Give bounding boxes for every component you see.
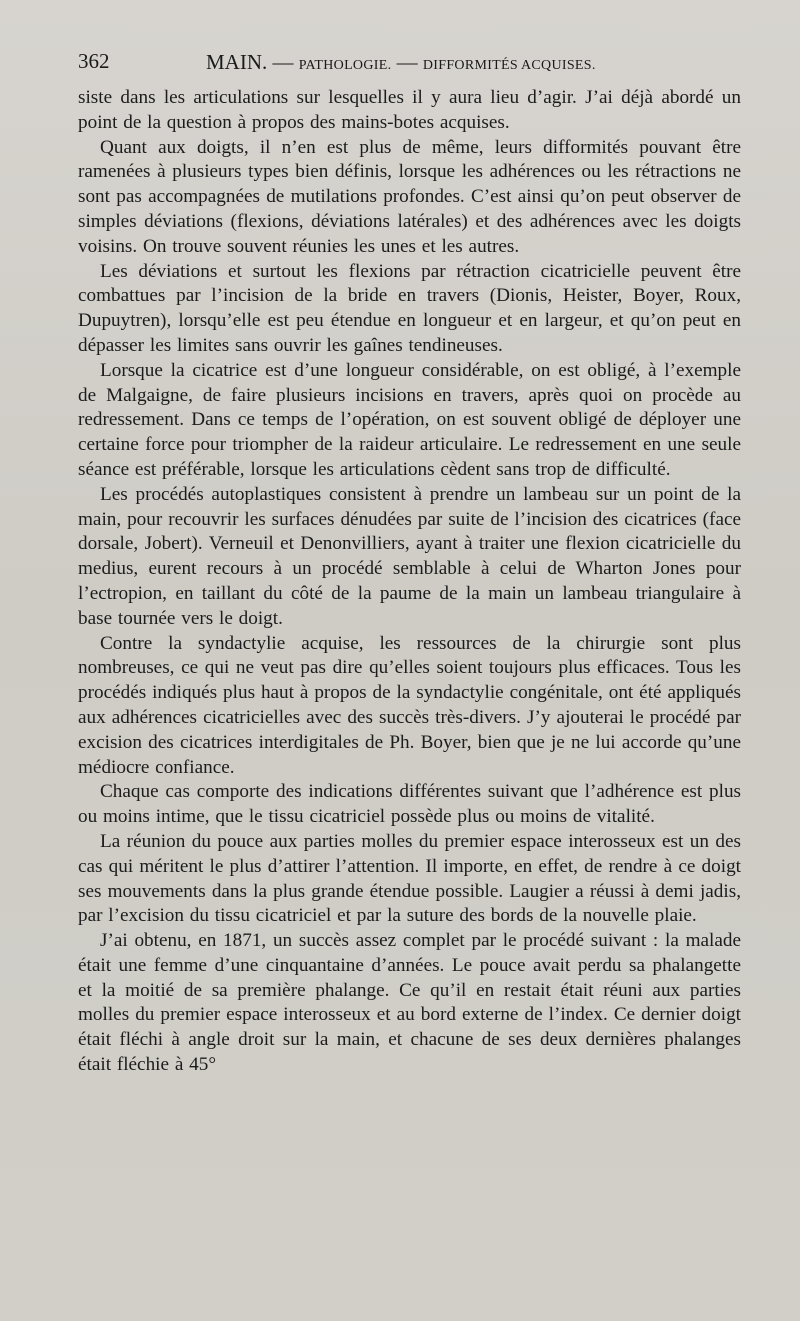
paragraph: Chaque cas comporte des indications différentes suivant que l’adhérence est plus ou moins intime, que le tissu cicatriciel possède plus ou moins de vitalité. [78, 781, 741, 828]
paragraph: J’ai obtenu, en 1871, un succès assez complet par le procédé suivant : la malade était une femme d’une cinquantaine d’années. Le pouce avait perdu sa phalangette et la moitié de sa première phalange. Ce qu’il en restait était réuni aux parties molles du premier espace interosseux et au bord externe de l’index. Ce dernier doigt était fléchi à angle droit sur la main, et chacune de ses deux dernières phalanges était fléchie à 45° [78, 930, 741, 1076]
paragraph: siste dans les articulations sur lesquelles il y aura lieu d’agir. J’ai déjà abordé un point de la question à propos des mains-botes acquises. [78, 87, 741, 133]
running-head [206, 49, 596, 79]
running-head-section: PATHOLOGIE. [298, 58, 392, 73]
running-head-subsection: DIFFORMITÉS ACQUISES. [422, 58, 596, 73]
page-header [78, 48, 742, 78]
running-head-title: MAIN. [206, 50, 268, 74]
paragraph: Lorsque la cicatrice est d’une longueur considérable, on est obligé, à l’exemple de Malgaigne, de faire plusieurs incisions en travers, après quoi on procède au redressement. Dans ce temps de l’opération, on est souvent obligé de déployer une certaine force pour triompher de la raideur articulaire. Le redressement en une seule séance est préférable, lorsque les articulations cèdent sans trop de difficulté. [78, 359, 741, 480]
body-text [78, 86, 741, 1236]
running-head-dash: — [272, 50, 294, 74]
running-head-dash-2: — [396, 50, 418, 74]
paragraph: La réunion du pouce aux parties molles du premier espace interosseux est un des cas qui méritent le plus d’attirer l’attention. Il importe, en effet, de rendre à ce doigt ses mouvements dans la plus grande étendue possible. Laugier a réussi à demi jadis, par l’excision du tissu cicatriciel et par la suture des bords de la nouvelle plaie. [78, 830, 741, 927]
paragraph: Les déviations et surtout les flexions par rétraction cicatricielle peuvent être combattues par l’incision de la bride en travers (Dionis, Heister, Boyer, Roux, Dupuytren), lorsqu’elle est peu étendue en longueur et en largeur, et qu’on peut en dépasser les limites sans ouvrir les gaînes tendineuses. [78, 260, 741, 356]
paragraph: Quant aux doigts, il n’en est plus de même, leurs difformités pouvant être ramenées à plusieurs types bien définis, lorsque les adhérences ou les rétractions ne sont pas accompagnées de mutilations profondes. C’est ainsi qu’on peut observer de simples déviations (flexions, déviations latérales) et des adhérences avec les doigts voisins. On trouve souvent réunies les unes et les autres. [78, 136, 741, 257]
paragraph: Les procédés autoplastiques consistent à prendre un lambeau sur un point de la main, pour recouvrir les surfaces dénudées par suite de l’incision des cicatrices (face dorsale, Jobert). Verneuil et Denonvilliers, ayant à traiter une flexion cicatricielle du medius, eurent recours à un procédé semblable à celui de Wharton Jones pour l’ectropion, en taillant du côté de la paume de la main un lambeau triangulaire à base tournée vers le doigt. [78, 483, 741, 629]
page-number: 362 [78, 49, 110, 73]
paragraph: Contre la syndactylie acquise, les ressources de la chirurgie sont plus nombreuses, ce qui ne veut pas dire qu’elles soient toujours plus efficaces. Tous les procédés indiqués plus haut à propos de la syndactylie congénitale, ont été appliqués aux adhérences cicatricielles avec des succès très-divers. J’y ajouterai le procédé par excision des cicatrices interdigitales de Ph. Boyer, bien que je ne lui accorde qu’une médiocre confiance. [78, 632, 741, 778]
